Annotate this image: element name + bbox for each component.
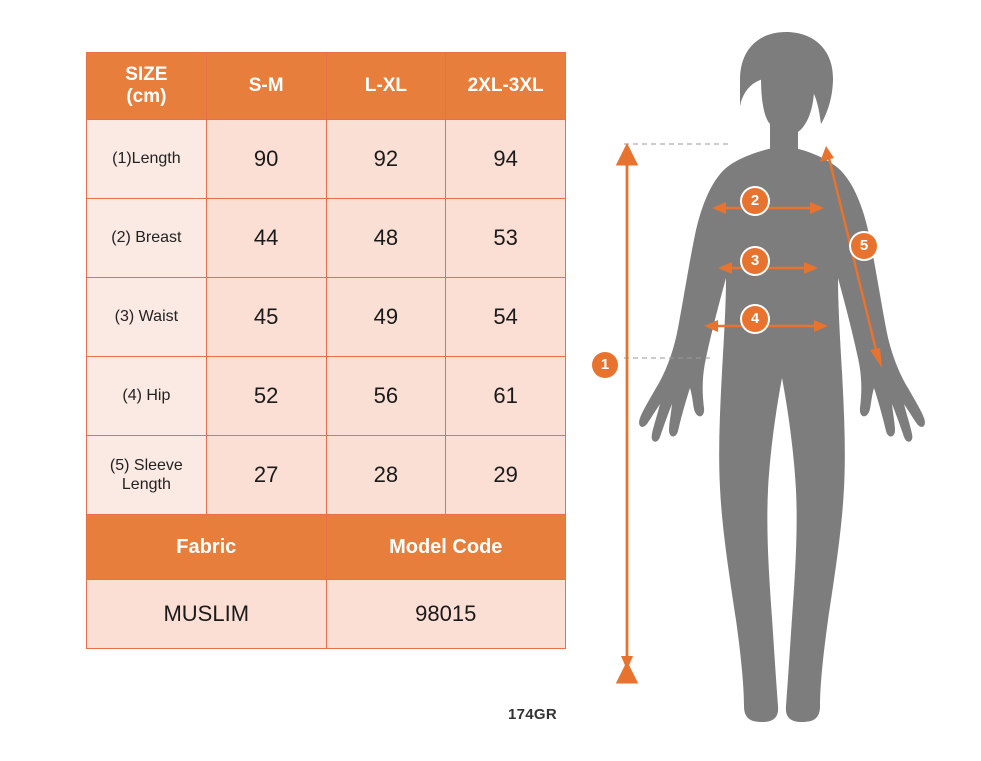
header-col-sm: S-M (206, 53, 326, 120)
cell-hip-sm: 52 (206, 357, 326, 436)
row-label-breast: (2) Breast (87, 199, 207, 278)
header-size-cell (87, 53, 207, 120)
row-label-sleeve-length: (5) Sleeve Length (87, 436, 207, 515)
cell-hip-2xl3xl: 61 (446, 357, 566, 436)
table-row (87, 278, 566, 357)
cell-length-sm: 90 (206, 120, 326, 199)
footer-value-fabric: MUSLIM (87, 580, 327, 649)
footer-value-model-code: 98015 (326, 580, 566, 649)
table-row (87, 436, 566, 515)
cell-waist-2xl3xl: 54 (446, 278, 566, 357)
size-chart-table (86, 52, 566, 649)
table-footer-value-row (87, 580, 566, 649)
table-row (87, 120, 566, 199)
cell-breast-sm: 44 (206, 199, 326, 278)
row-label-length: (1)Length (87, 120, 207, 199)
table-row (87, 357, 566, 436)
product-code-tag: 174GR (508, 706, 558, 723)
header-size-label: SIZE (125, 64, 168, 86)
measurement-arrows (590, 20, 970, 750)
row-label-hip: (4) Hip (87, 357, 207, 436)
table-footer-header-row (87, 515, 566, 580)
cell-waist-lxl: 49 (326, 278, 446, 357)
cell-sleeve-sm: 27 (206, 436, 326, 515)
footer-header-fabric: Fabric (87, 515, 327, 580)
marker-1-length: 1 (592, 352, 618, 378)
measurement-figure (590, 20, 970, 750)
footer-header-model-code: Model Code (326, 515, 566, 580)
cell-hip-lxl: 56 (326, 357, 446, 436)
marker-5-sleeve-length: 5 (851, 233, 877, 259)
header-col-lxl: L-XL (326, 53, 446, 120)
table-row (87, 199, 566, 278)
marker-2-breast: 2 (742, 188, 768, 214)
row-label-waist: (3) Waist (87, 278, 207, 357)
cell-breast-lxl: 48 (326, 199, 446, 278)
marker-4-hip: 4 (742, 306, 768, 332)
header-col-2xl3xl: 2XL-3XL (446, 53, 566, 120)
cell-sleeve-lxl: 28 (326, 436, 446, 515)
cell-length-lxl: 92 (326, 120, 446, 199)
header-size-unit: (cm) (126, 86, 167, 107)
marker-3-waist: 3 (742, 248, 768, 274)
cell-waist-sm: 45 (206, 278, 326, 357)
table-header-row (87, 53, 566, 120)
cell-length-2xl3xl: 94 (446, 120, 566, 199)
cell-breast-2xl3xl: 53 (446, 199, 566, 278)
cell-sleeve-2xl3xl: 29 (446, 436, 566, 515)
